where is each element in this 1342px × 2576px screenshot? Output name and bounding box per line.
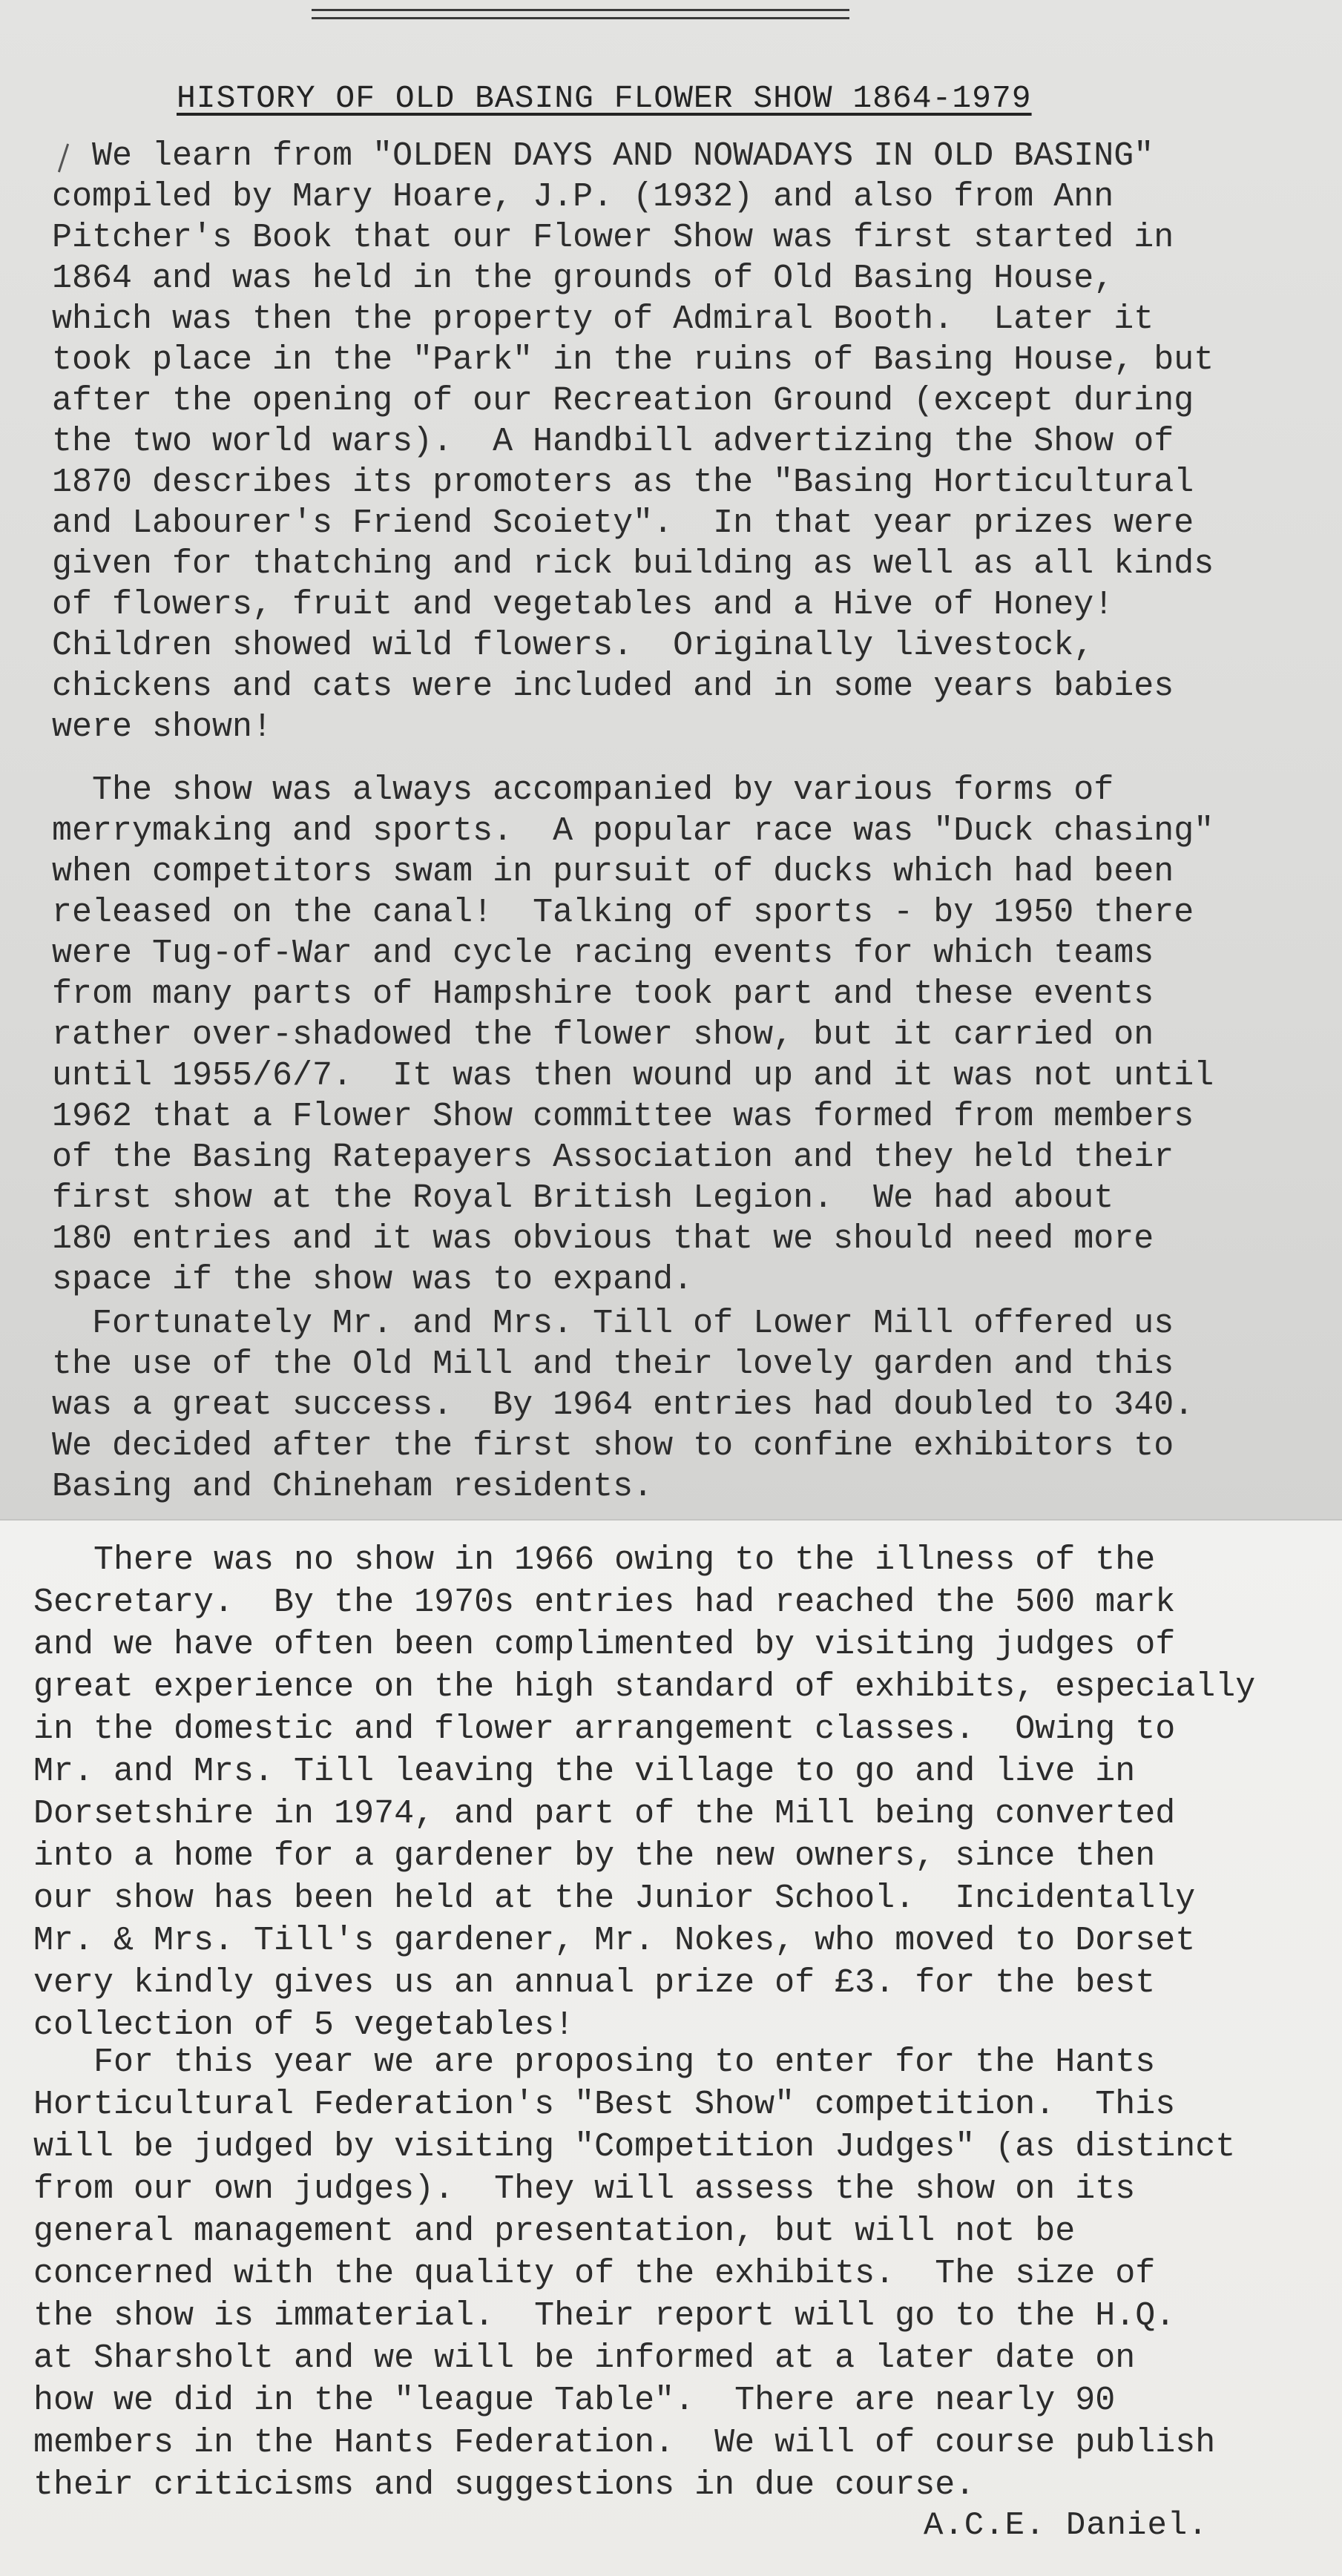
paragraph-old-mill: Fortunately Mr. and Mrs. Till of Lower Mill offered us the use of the Old Mill and their lovely garden and this was a great success. By 1964 entries had doubled to 340. We decided after the first show to confine exhibitors to Basing and Chineham residents. [52,1305,1194,1506]
paragraph-sports: The show was always accompanied by various forms of merrymaking and sports. A popular race was "Duck chasing" when competitors swam in pursuit of ducks which had been released on the canal! Talking of sports - by 1950 there were Tug-of-War and cycle racing events for which teams from many parts of Hampshire took part and these events rather over-shadowed the flower show, but it carried on until 1955/6/7. It was then wound up and it was not until 1962 that a Flower Show committee was formed from members of the Basing Ratepayers Association and they held their first show at the Royal British Legion. We had about 180 entries and it was obvious that we should need more space if the show was to expand. [52,771,1214,1299]
paragraph-1966-onwards: There was no show in 1966 owing to the illness of the Secretary. By the 1970s entries had reached the 500 mark and we have often been complimented by visiting judges of great experience on the high standard of exhibits, especially in the domestic and flower arrangement classes. Owing to Mr. and Mrs. Till leaving the village to go and live in Dorsetshire in 1974, and part of the Mill being converted into a home for a gardener by the new owners, since then our show has been held at the Junior School. Incidentally Mr. & Mrs. Till's gardener, Mr. Nokes, who moved to Dorset very kindly gives us an annual prize of £3. for the best collection of 5 vegetables! [33,1541,1256,2044]
document-title: HISTORY OF OLD BASING FLOWER SHOW 1864-1979 [177,80,1032,116]
author-signature: A.C.E. Daniel. [924,2507,1208,2544]
header-rule [312,9,849,19]
paragraph-best-show-competition: For this year we are proposing to enter for the Hants Horticultural Federation's "Best Show" competition. This will be judged by visiting "Competition Judges" (as distinct from our own judges). They will assess the show on its general management and presentation, but will not be concerned with the quality of the exhibits. The size of the show is immaterial. Their report will go to the H.Q. at Sharsholt and we will be informed at a later date on how we did in the "league Table". There are nearly 90 members in the Hants Federation. We will of course publish their criticisms and suggestions in due course. [33,2043,1236,2504]
paragraph-origins: We learn from "OLDEN DAYS AND NOWADAYS IN OLD BASING" compiled by Mary Hoare, J.P. (1932) and also from Ann Pitcher's Book that our Flower Show was first started in 1864 and was held in the grounds of Old Basing House, which was then the property of Admiral Booth. Later it took place in the "Park" in the ruins of Basing House, but after the opening of our Recreation Ground (except during the two world wars). A Handbill advertizing the Show of 1870 describes its promoters as the "Basing Horticultural and Labourer's Friend Scoiety". In that year prizes were given for thatching and rick building as well as all kinds of flowers, fruit and vegetables and a Hive of Honey! Children showed wild flowers. Originally livestock, chickens and cats were included and in some years babies were shown! [52,137,1214,746]
